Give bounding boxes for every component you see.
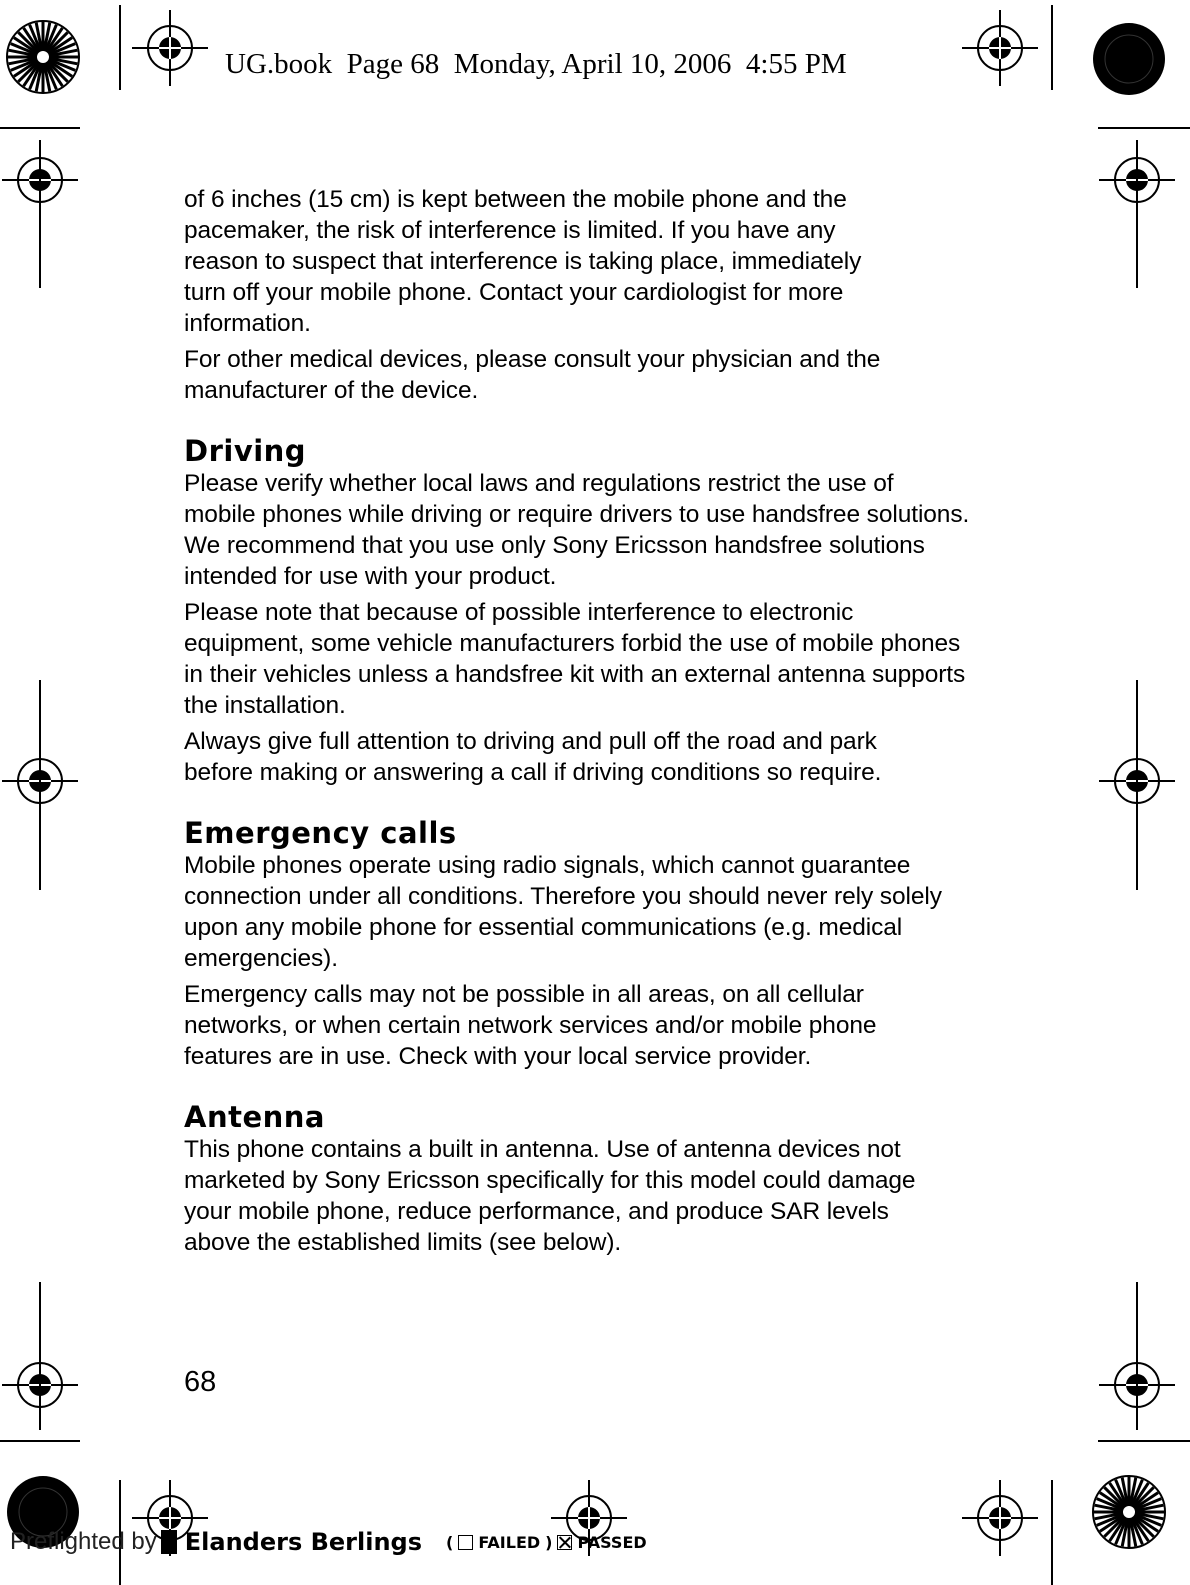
preflight-footer xyxy=(10,1522,710,1562)
body-paragraph: This phone contains a built in antenna. Use of antenna devices not marketed by Sony Ericsson specifically for this model could damage your mobile phone, reduce performance, and produce SAR levels above the established limits (see below). xyxy=(184,1136,916,1256)
body-paragraph: Emergency calls may not be possible in all areas, on all cellular networks, or when certain network services and/or mobile phone features are in use. Check with your local service provider. xyxy=(184,981,877,1070)
section-heading-driving: Driving xyxy=(184,434,307,468)
preflight-status xyxy=(446,1533,647,1552)
page-content xyxy=(184,184,1004,1263)
body-paragraph: Please note that because of possible interference to electronic equipment, some vehicle manufacturers forbid the use of mobile phones in their vehicles unless a handsfree kit with an external antenna supports the installation. xyxy=(184,599,966,719)
passed-label: PASSED xyxy=(577,1532,647,1552)
body-paragraph: Mobile phones operate using radio signals, which cannot guarantee connection under all conditions. Therefore you should never rely solely upon any mobile phone for essential communications (e.g. medical emergencies). xyxy=(184,852,942,972)
logo-mark-icon xyxy=(161,1530,177,1554)
body-paragraph: For other medical devices, please consult your physician and the manufacturer of the device. xyxy=(184,346,881,404)
body-paragraph: Always give full attention to driving and pull off the road and park before making or answering a call if driving conditions so require. xyxy=(184,728,882,786)
section-heading-emergency-calls: Emergency calls xyxy=(184,816,457,850)
failed-checkbox-icon xyxy=(458,1535,473,1550)
passed-checkbox-icon xyxy=(557,1535,572,1550)
body-paragraph: Please verify whether local laws and regulations restrict the use of mobile phones while driving or require drivers to use handsfree solutions. We recommend that you use only Sony Ericsson handsfree solutions intended for use with your product. xyxy=(184,470,970,590)
body-paragraph: of 6 inches (15 cm) is kept between the mobile phone and the pacemaker, the risk of interference is limited. If you have any reason to suspect that interference is taking place, immediately turn off your mobile phone. Contact your cardiologist for more information. xyxy=(184,186,862,337)
page-number: 68 xyxy=(184,1366,217,1398)
open-paren: ( xyxy=(446,1532,454,1552)
preflighted-label: Preflighted by xyxy=(10,1528,157,1555)
failed-label: FAILED xyxy=(478,1532,541,1552)
company-logo xyxy=(161,1528,422,1556)
print-header: UG.book Page 68 Monday, April 10, 2006 4:55 PM xyxy=(225,48,847,80)
section-heading-antenna: Antenna xyxy=(184,1100,325,1134)
company-name: Elanders Berlings xyxy=(184,1528,423,1556)
close-paren: ) xyxy=(545,1532,553,1552)
